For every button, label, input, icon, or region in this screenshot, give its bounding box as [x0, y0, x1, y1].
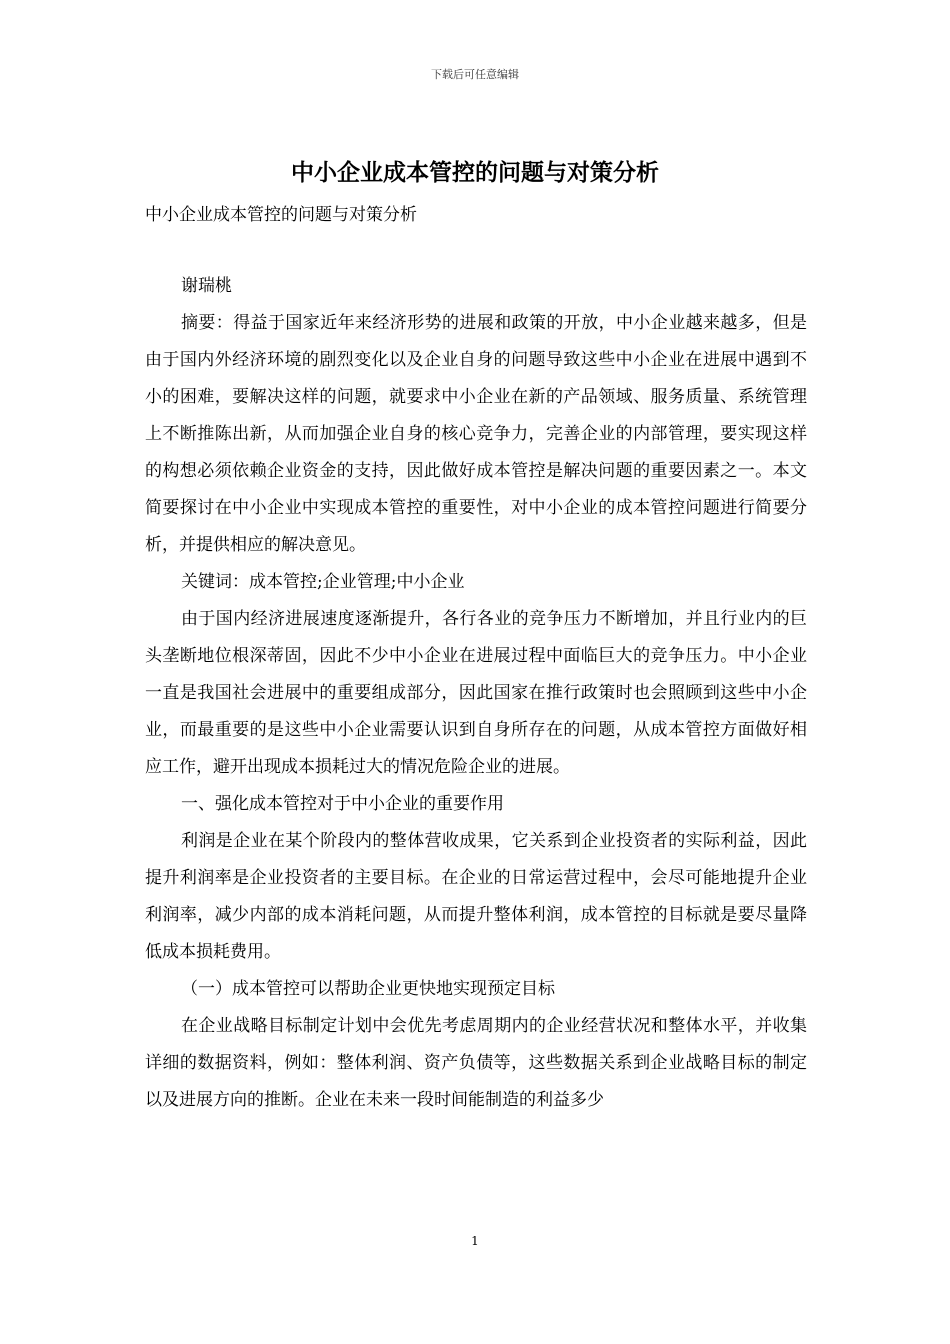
section-1-paragraph: 利润是企业在某个阶段内的整体营收成果，它关系到企业投资者的实际利益，因此提升利润率是企业投资者的主要目标。在企业的日常运营过程中，会尽可能地提升企业利润率，减少内部的成本消耗问题，从而提升整体利润，成本管控的目标就是要尽量降低成本损耗费用。: [145, 831, 807, 962]
page-number: 1: [471, 1234, 479, 1248]
document-body: [145, 268, 807, 1119]
intro-paragraph: 由于国内经济进展速度逐渐提升，各行各业的竞争压力不断增加，并且行业内的巨头垄断地位根深蒂固，因此不少中小企业在进展过程中面临巨大的竞争压力。中小企业一直是我国社会进展中的重要组成部分，因此国家在推行政策时也会照顾到这些中小企业，而最重要的是这些中小企业需要认识到自身所存在的问题，从成本管控方面做好相应工作，避开出现成本损耗过大的情况危险企业的进展。: [145, 609, 807, 777]
section-1-heading: 一、强化成本管控对于中小企业的重要作用: [181, 794, 504, 814]
subsection-1-paragraph: 在企业战略目标制定计划中会优先考虑周期内的企业经营状况和整体水平，并收集详细的数据资料，例如：整体利润、资产负债等，这些数据关系到企业战略目标的制定以及进展方向的推断。企业在未来一段时间能制造的利益多少: [145, 1016, 807, 1110]
page-header-note: 下载后可任意编辑: [431, 68, 519, 81]
abstract-paragraph: 摘要：得益于国家近年来经济形势的进展和政策的开放，中小企业越来越多，但是由于国内外经济环境的剧烈变化以及企业自身的问题导致这些中小企业在进展中遇到不小的困难，要解决这样的问题，就要求中小企业在新的产品领域、服务质量、系统管理上不断推陈出新，从而加强企业自身的核心竞争力，完善企业的内部管理，要实现这样的构想必须依赖企业资金的支持，因此做好成本管控是解决问题的重要因素之一。本文简要探讨在中小企业中实现成本管控的重要性，对中小企业的成本管控问题进行简要分析，并提供相应的解决意见。: [145, 313, 807, 555]
subsection-1-heading: （一）成本管控可以帮助企业更快地实现预定目标: [181, 979, 555, 999]
keywords-paragraph: 关键词：成本管控;企业管理;中小企业: [181, 572, 465, 592]
author-name: 谢瑞桃: [181, 276, 232, 296]
document-title: 中小企业成本管控的问题与对策分析: [291, 160, 659, 186]
document-subtitle: 中小企业成本管控的问题与对策分析: [145, 205, 417, 225]
